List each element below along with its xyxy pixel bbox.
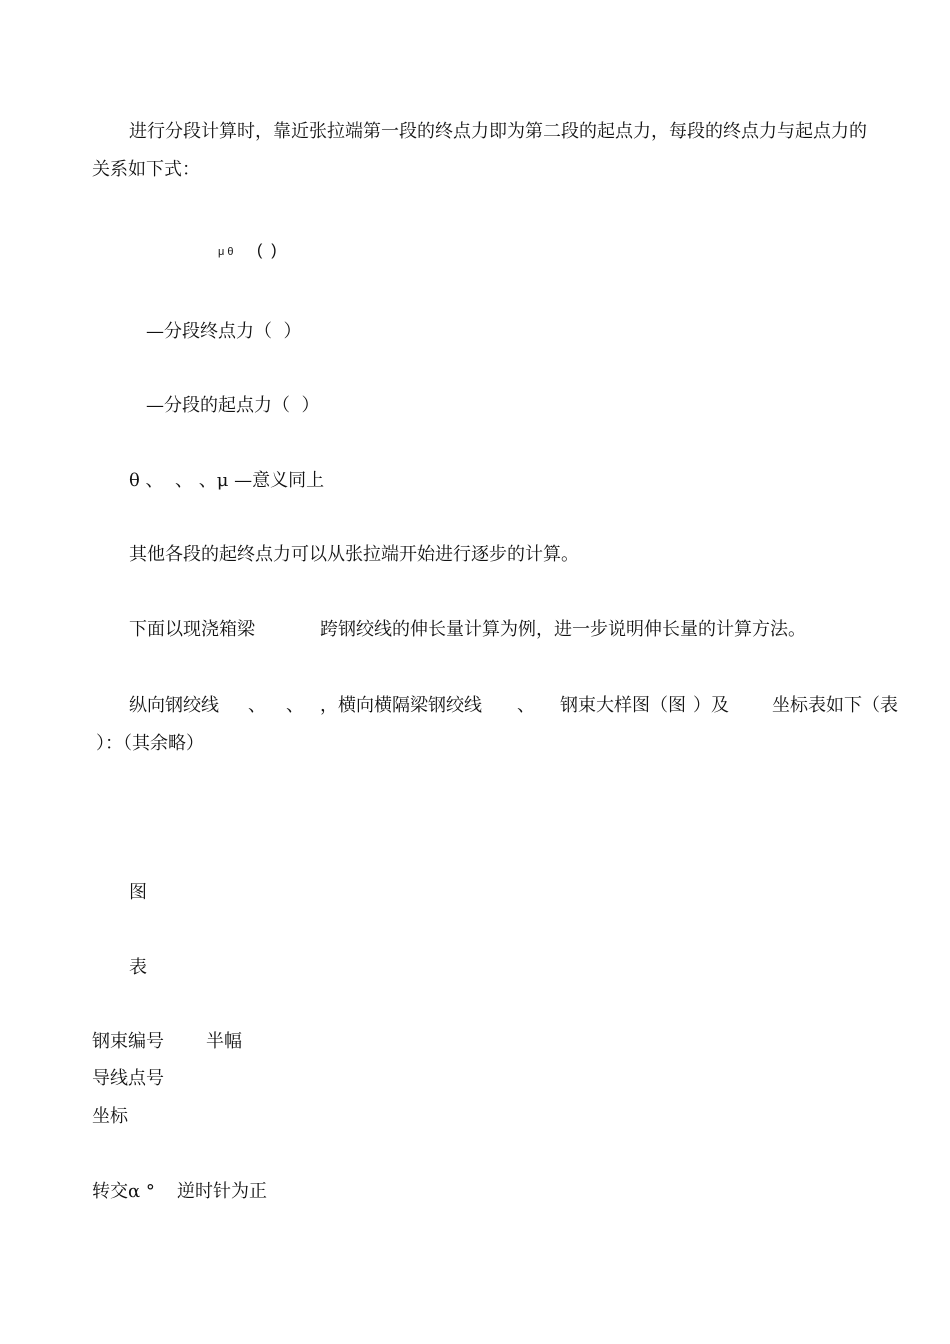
turn-angle-note: 逆时针为正 bbox=[177, 1181, 267, 1202]
paragraph-4-part-g: ）及 bbox=[693, 695, 729, 716]
paragraph-3-part-a: 下面以现浇箱梁 bbox=[129, 619, 255, 640]
turn-angle-label: 转交α ° bbox=[92, 1181, 155, 1202]
table-row-coordinates: 坐标 bbox=[92, 1106, 128, 1127]
definition-end-force: —分段终点力（ ） bbox=[146, 321, 302, 342]
figure-label: 图 bbox=[129, 882, 147, 903]
paragraph-4-line-2: ）：（其余略） bbox=[96, 733, 204, 754]
definition-same-meaning: θ 、 、 、μ —意义同上 bbox=[129, 470, 325, 491]
paragraph-1-line-2: 关系如下式： bbox=[92, 159, 200, 180]
table-label: 表 bbox=[129, 957, 147, 978]
table-cell-half-width: 半幅 bbox=[206, 1031, 242, 1052]
definition-start-force: —分段的起点力（ ） bbox=[146, 395, 320, 416]
paragraph-4-part-h: 坐标表如下（表 bbox=[772, 695, 898, 716]
formula-symbols: μ θ bbox=[218, 246, 234, 258]
table-row-tendon-number: 钢束编号 bbox=[92, 1031, 164, 1052]
paragraph-1-line-1: 进行分段计算时，靠近张拉端第一段的终点力即为第二段的起点力，每段的终点力与起点力的 bbox=[129, 121, 867, 142]
paragraph-4-part-e: 、 bbox=[517, 695, 535, 716]
paragraph-2: 其他各段的起终点力可以从张拉端开始进行逐步的计算。 bbox=[129, 544, 579, 565]
paragraph-4-part-b: 、 bbox=[248, 695, 266, 716]
formula-parentheses: ( ) bbox=[257, 242, 277, 259]
paragraph-4-part-d: ，横向横隔梁钢绞线 bbox=[320, 695, 482, 716]
paragraph-4-part-c: 、 bbox=[286, 695, 304, 716]
paragraph-4-part-f: 钢束大样图（图 bbox=[560, 695, 686, 716]
table-row-point-number: 导线点号 bbox=[92, 1068, 164, 1089]
paragraph-3-part-b: 跨钢绞线的伸长量计算为例，进一步说明伸长量的计算方法。 bbox=[320, 619, 806, 640]
paragraph-4-part-a: 纵向钢绞线 bbox=[129, 695, 219, 716]
